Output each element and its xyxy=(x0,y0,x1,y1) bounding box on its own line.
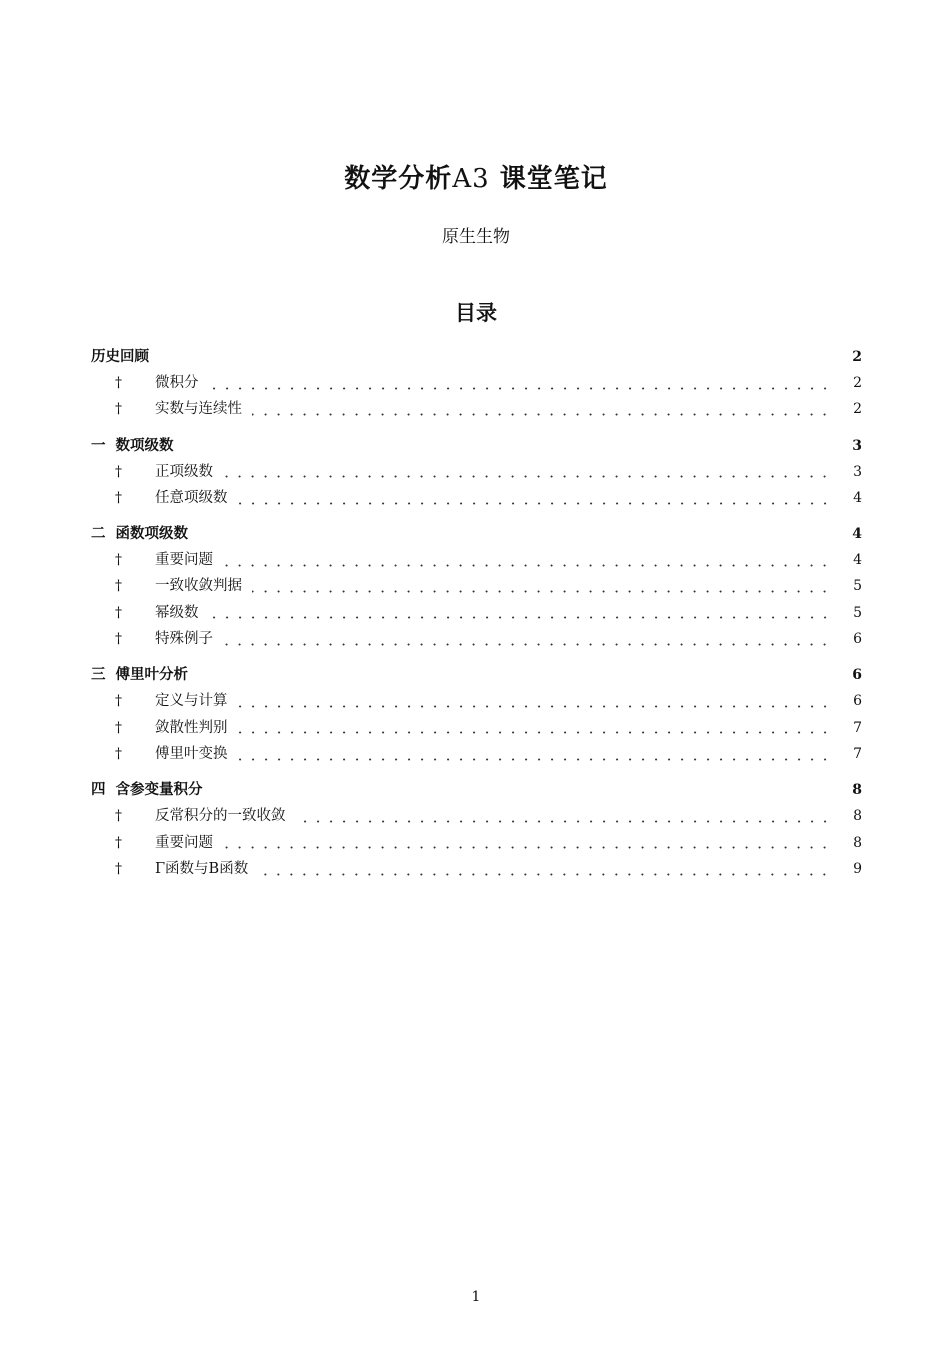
section-title: 历史回顾 xyxy=(91,349,149,365)
dot-leader xyxy=(223,564,831,567)
section-number: 三 xyxy=(91,667,106,684)
toc-section-entry[interactable] xyxy=(91,344,862,370)
subsection-title: 一致收敛判据 xyxy=(155,578,242,595)
dagger-marker: † xyxy=(115,375,122,391)
subsection-page: 8 xyxy=(853,834,862,851)
section-page: 8 xyxy=(852,782,862,799)
subsection-page: 6 xyxy=(853,631,862,648)
toc-subsection-entry[interactable] xyxy=(91,573,862,599)
dot-leader xyxy=(238,758,832,761)
subsection-title: 重要问题 xyxy=(155,834,213,851)
section-number: 二 xyxy=(91,526,106,543)
toc-section xyxy=(91,521,862,652)
subsection-page: 7 xyxy=(853,745,862,762)
dagger-marker: † xyxy=(115,808,122,825)
dagger-marker: † xyxy=(115,745,122,762)
toc-section-entry[interactable] xyxy=(91,777,862,803)
dagger-marker: † xyxy=(115,631,122,648)
subsection-page: 5 xyxy=(853,604,862,621)
dot-leader xyxy=(258,873,831,876)
toc-subsection-entry[interactable] xyxy=(91,370,862,396)
toc-subsection-entry[interactable] xyxy=(91,547,862,573)
subsection-page: 4 xyxy=(853,552,862,569)
author: 原生生物 xyxy=(442,227,510,247)
section-title: 傅里叶分析 xyxy=(115,667,188,684)
dot-leader xyxy=(209,616,832,619)
subsection-title: 敛散性判别 xyxy=(155,719,228,736)
toc-subsection-entry[interactable] xyxy=(91,626,862,652)
toc-section-entry[interactable] xyxy=(91,433,862,459)
subsection-title: 幂级数 xyxy=(155,604,199,621)
dot-leader xyxy=(238,731,832,734)
toc-section-entry[interactable] xyxy=(91,662,862,688)
toc-section xyxy=(91,433,862,512)
toc-section xyxy=(91,344,862,423)
dot-leader xyxy=(252,413,831,416)
subsection-page: 9 xyxy=(853,860,862,877)
dagger-marker: † xyxy=(115,693,122,710)
subsection-page: 4 xyxy=(853,489,862,506)
subsection-title: 傅里叶变换 xyxy=(155,745,228,762)
toc-section-entry[interactable] xyxy=(91,521,862,547)
subsection-page: 8 xyxy=(853,808,862,825)
toc-subsection-entry[interactable] xyxy=(91,459,862,485)
dagger-marker: † xyxy=(115,834,122,851)
dot-leader xyxy=(238,705,832,708)
subsection-title: 重要问题 xyxy=(155,552,213,569)
subsection-page: 7 xyxy=(853,719,862,736)
toc-subsection-entry[interactable] xyxy=(91,600,862,626)
dot-leader xyxy=(223,475,831,478)
subsection-title: 实数与连续性 xyxy=(155,401,242,418)
dagger-marker: † xyxy=(115,463,122,480)
section-title: 函数项级数 xyxy=(115,526,188,543)
section-number: 四 xyxy=(91,782,106,799)
subsection-title: 反常积分的一致收敛 xyxy=(155,808,286,825)
dagger-marker: † xyxy=(115,401,122,418)
subsection-page: 5 xyxy=(853,578,862,595)
dot-leader xyxy=(252,590,831,593)
section-title: 数项级数 xyxy=(115,437,174,454)
subsection-title: 任意项级数 xyxy=(155,489,228,506)
title-part-2: 课堂笔记 xyxy=(489,164,608,194)
toc-subsection-entry[interactable] xyxy=(91,396,862,422)
dagger-marker: † xyxy=(115,489,122,506)
subsection-title: 正项级数 xyxy=(155,463,213,480)
subsection-page: 2 xyxy=(853,401,862,418)
dot-leader xyxy=(238,502,832,505)
subsection-title: Γ函数与B函数 xyxy=(155,860,249,877)
toc-subsection-entry[interactable] xyxy=(91,741,862,767)
section-page: 4 xyxy=(852,526,862,543)
dot-leader xyxy=(209,387,832,390)
dagger-marker: † xyxy=(115,719,122,736)
dot-leader xyxy=(223,643,831,646)
section-page: 3 xyxy=(852,437,862,454)
dagger-marker: † xyxy=(115,552,122,569)
subsection-title: 微积分 xyxy=(155,375,199,391)
subsection-title: 定义与计算 xyxy=(155,693,228,710)
page-number: 1 xyxy=(471,1289,481,1305)
subsection-page: 6 xyxy=(853,693,862,710)
title-part-1: 数学分析 xyxy=(344,164,453,194)
toc-subsection-entry[interactable] xyxy=(91,688,862,714)
toc-subsection-entry[interactable] xyxy=(91,830,862,856)
toc-subsection-entry[interactable] xyxy=(91,803,862,829)
toc-heading: 目录 xyxy=(455,301,497,325)
dot-leader xyxy=(296,820,832,823)
document-title xyxy=(0,158,952,195)
section-title: 含参变量积分 xyxy=(115,782,203,799)
section-number: 一 xyxy=(91,437,106,454)
section-page: 2 xyxy=(852,349,862,365)
subsection-title: 特殊例子 xyxy=(155,631,213,648)
toc-section xyxy=(91,662,862,767)
toc-subsection-entry[interactable] xyxy=(91,715,862,741)
toc-section xyxy=(91,777,862,882)
subsection-page: 3 xyxy=(853,463,862,480)
table-of-contents xyxy=(91,344,862,892)
dagger-marker: † xyxy=(115,604,122,621)
toc-subsection-entry[interactable] xyxy=(91,856,862,882)
section-page: 6 xyxy=(852,667,862,684)
dagger-marker: † xyxy=(115,578,122,595)
title-latin: A3 xyxy=(452,164,490,194)
toc-subsection-entry[interactable] xyxy=(91,485,862,511)
dagger-marker: † xyxy=(115,860,122,877)
subsection-page: 2 xyxy=(853,375,862,391)
dot-leader xyxy=(223,846,831,849)
